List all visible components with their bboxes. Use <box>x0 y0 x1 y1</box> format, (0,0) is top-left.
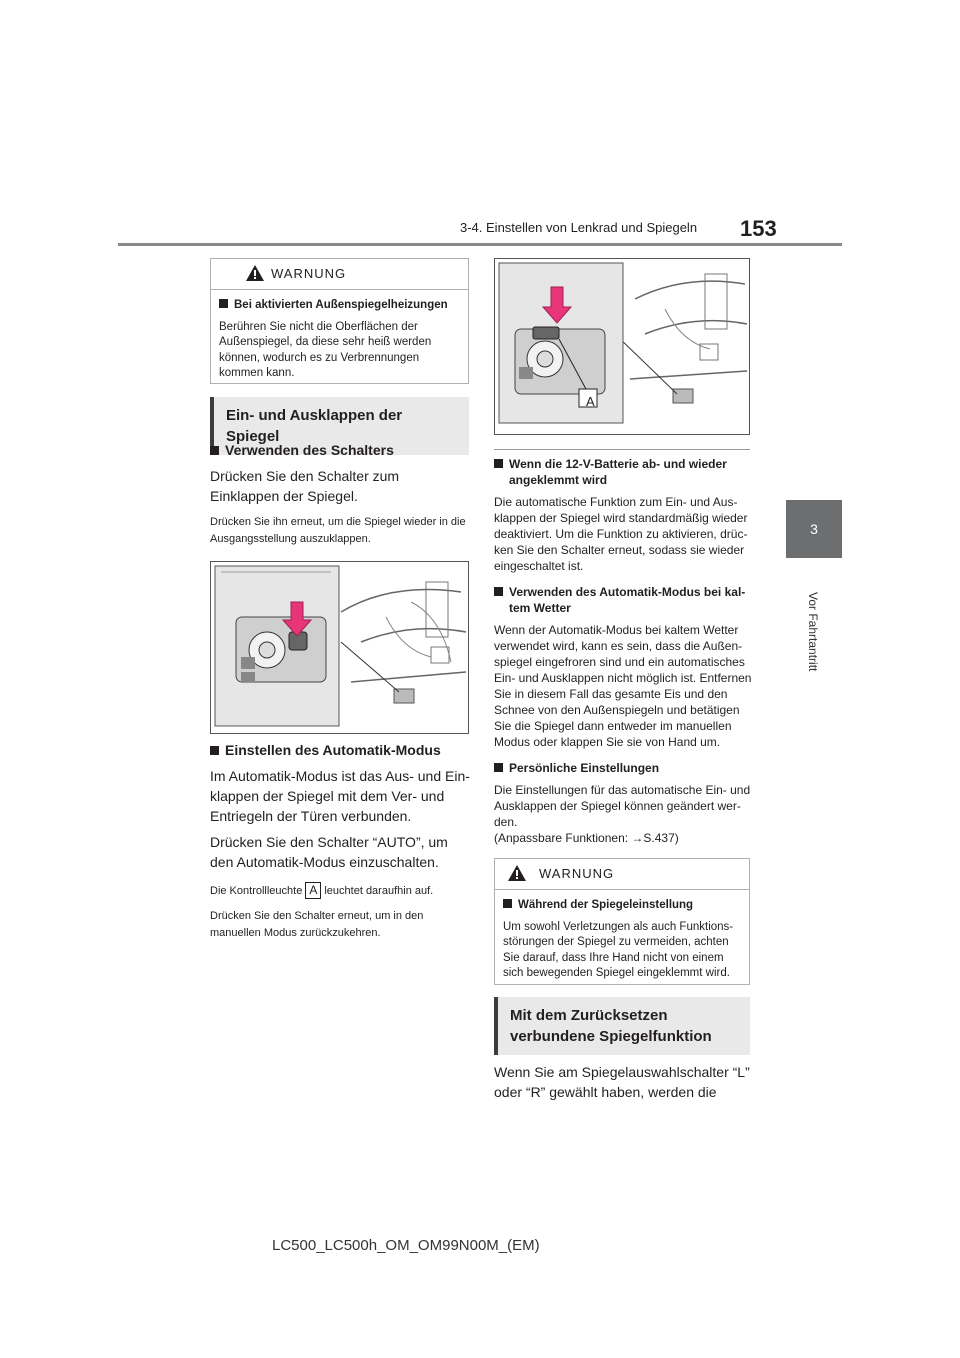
separator <box>494 449 750 450</box>
bullet-square-icon <box>494 587 503 596</box>
warning-box-mirror-adjust <box>494 858 750 985</box>
notes-list <box>494 456 752 846</box>
warning-text: Berühren Sie nicht die Oberflächen der Außenspiegel, da diese sehr heiß werden können, wodurch es zu Verbrennungen kommen kann. <box>219 320 432 379</box>
warning-heading: Während der Spiegeleinstellung <box>503 898 741 914</box>
page-number: 153 <box>740 216 777 241</box>
bullet-square-icon <box>210 446 219 455</box>
paragraph-small: Die Kontrollleuchte A leuchtet daraufhin auf. <box>210 883 434 897</box>
figure-label-a: A <box>586 394 595 409</box>
figure-auto-switch <box>494 258 750 435</box>
note-text: Die automatische Funktion zum Ein- und Aus-klappen der Spiegel wird standardmäßig wieder deaktiviert. Um die Funktion zu aktivieren, drüc-ken Sie den Schalter erneut, sodass sie wieder eingeschaltet ist. <box>494 495 748 573</box>
warning-triangle-icon <box>507 864 527 882</box>
paragraph: Wenn Sie am Spiegelauswahlschalter “L” oder “R” gewählt haben, werden die <box>494 1064 750 1100</box>
note-crossref[interactable]: (Anpassbare Funktionen: →S.437) <box>494 831 679 845</box>
bullet-square-icon <box>494 763 503 772</box>
section-title: 3-4. Einstellen von Lenkrad und Spiegeln <box>460 220 698 235</box>
note-text: Die Einstellungen für das automatische Ein- und Ausklappen der Spiegel können geändert wer-den. <box>494 783 751 829</box>
note-heading: Verwenden des Automatik-Modus bei kal-tem Wetter <box>494 584 752 616</box>
bullet-square-icon <box>210 746 219 755</box>
paragraph: Drücken Sie den Schalter zum Einklappen der Spiegel. <box>210 468 400 504</box>
warning-body <box>495 890 749 990</box>
section-heading-fold-mirrors: Ein- und Ausklappen der Spiegel <box>210 397 469 455</box>
paragraph-small: Drücken Sie den Schalter erneut, um in den manuellen Modus zurückzukehren. <box>210 910 424 939</box>
warning-box-heated-mirrors <box>210 258 469 384</box>
chapter-tab: 3 <box>786 500 842 558</box>
subsection-heading: Verwenden des Schalters <box>210 440 472 460</box>
figure-illustration <box>211 562 468 733</box>
warning-header <box>211 259 468 290</box>
document-code: LC500_LC500h_OM_OM99N00M_(EM) <box>272 1237 540 1254</box>
warning-text: Um sowohl Verletzungen als auch Funktions-störungen der Spiegel zu vermeiden, achten Sie darauf, dass Ihre Hand nicht von einem sich bewegenden Spiegel eingeklemmt wird. <box>503 920 734 979</box>
warning-header <box>495 859 749 890</box>
warning-label: WARNUNG <box>539 866 615 881</box>
bullet-square-icon <box>503 899 512 908</box>
warning-triangle-icon <box>245 264 265 282</box>
subsection-heading: Einstellen des Automatik-Modus <box>210 740 472 760</box>
paragraph-small: Drücken Sie ihn erneut, um die Spiegel wieder in die Ausgangsstellung auszuklappen. <box>210 516 466 545</box>
figure-mirror-switch <box>210 561 469 734</box>
note-heading: Persönliche Einstellungen <box>494 760 752 776</box>
warning-label: WARNUNG <box>271 266 347 281</box>
subsection-switch <box>210 440 472 548</box>
bullet-square-icon <box>219 299 228 308</box>
bullet-square-icon <box>494 459 503 468</box>
warning-heading: Bei aktivierten Außenspiegelheizungen <box>219 298 460 314</box>
note-text: Wenn der Automatik-Modus bei kaltem Wetter verwendet wird, kann es sein, dass die Außen-spiegel eingefroren sind und ein automatisches Ein- und Ausklappen nicht möglich ist. Entfernen Sie in diesem Fall das gesamte Eis und den Schnee von den Außenspiegeln und betätigen Sie die Spiegel dann entweder im manuellen Modus oder klappen Sie sie von Hand um. <box>494 623 752 749</box>
paragraph: Drücken Sie den Schalter “AUTO”, um den Automatik-Modus einzuschalten. <box>210 834 448 870</box>
note-heading: Wenn die 12-V-Batterie ab- und wieder angeklemmt wird <box>494 456 752 488</box>
subsection-auto-mode <box>210 740 472 942</box>
section-heading-reset-mirror: Mit dem Zurücksetzen verbundene Spiegelfunktion <box>494 997 750 1055</box>
header-rule <box>118 243 842 246</box>
figure-illustration <box>495 259 749 434</box>
warning-body <box>211 290 468 390</box>
chapter-label: Vor Fahrtantritt <box>806 592 820 672</box>
marker-a: A <box>305 882 321 899</box>
paragraph: Im Automatik-Modus ist das Aus- und Ein-klappen der Spiegel mit dem Ver- und Entriegeln der Türen verbunden. <box>210 768 470 824</box>
